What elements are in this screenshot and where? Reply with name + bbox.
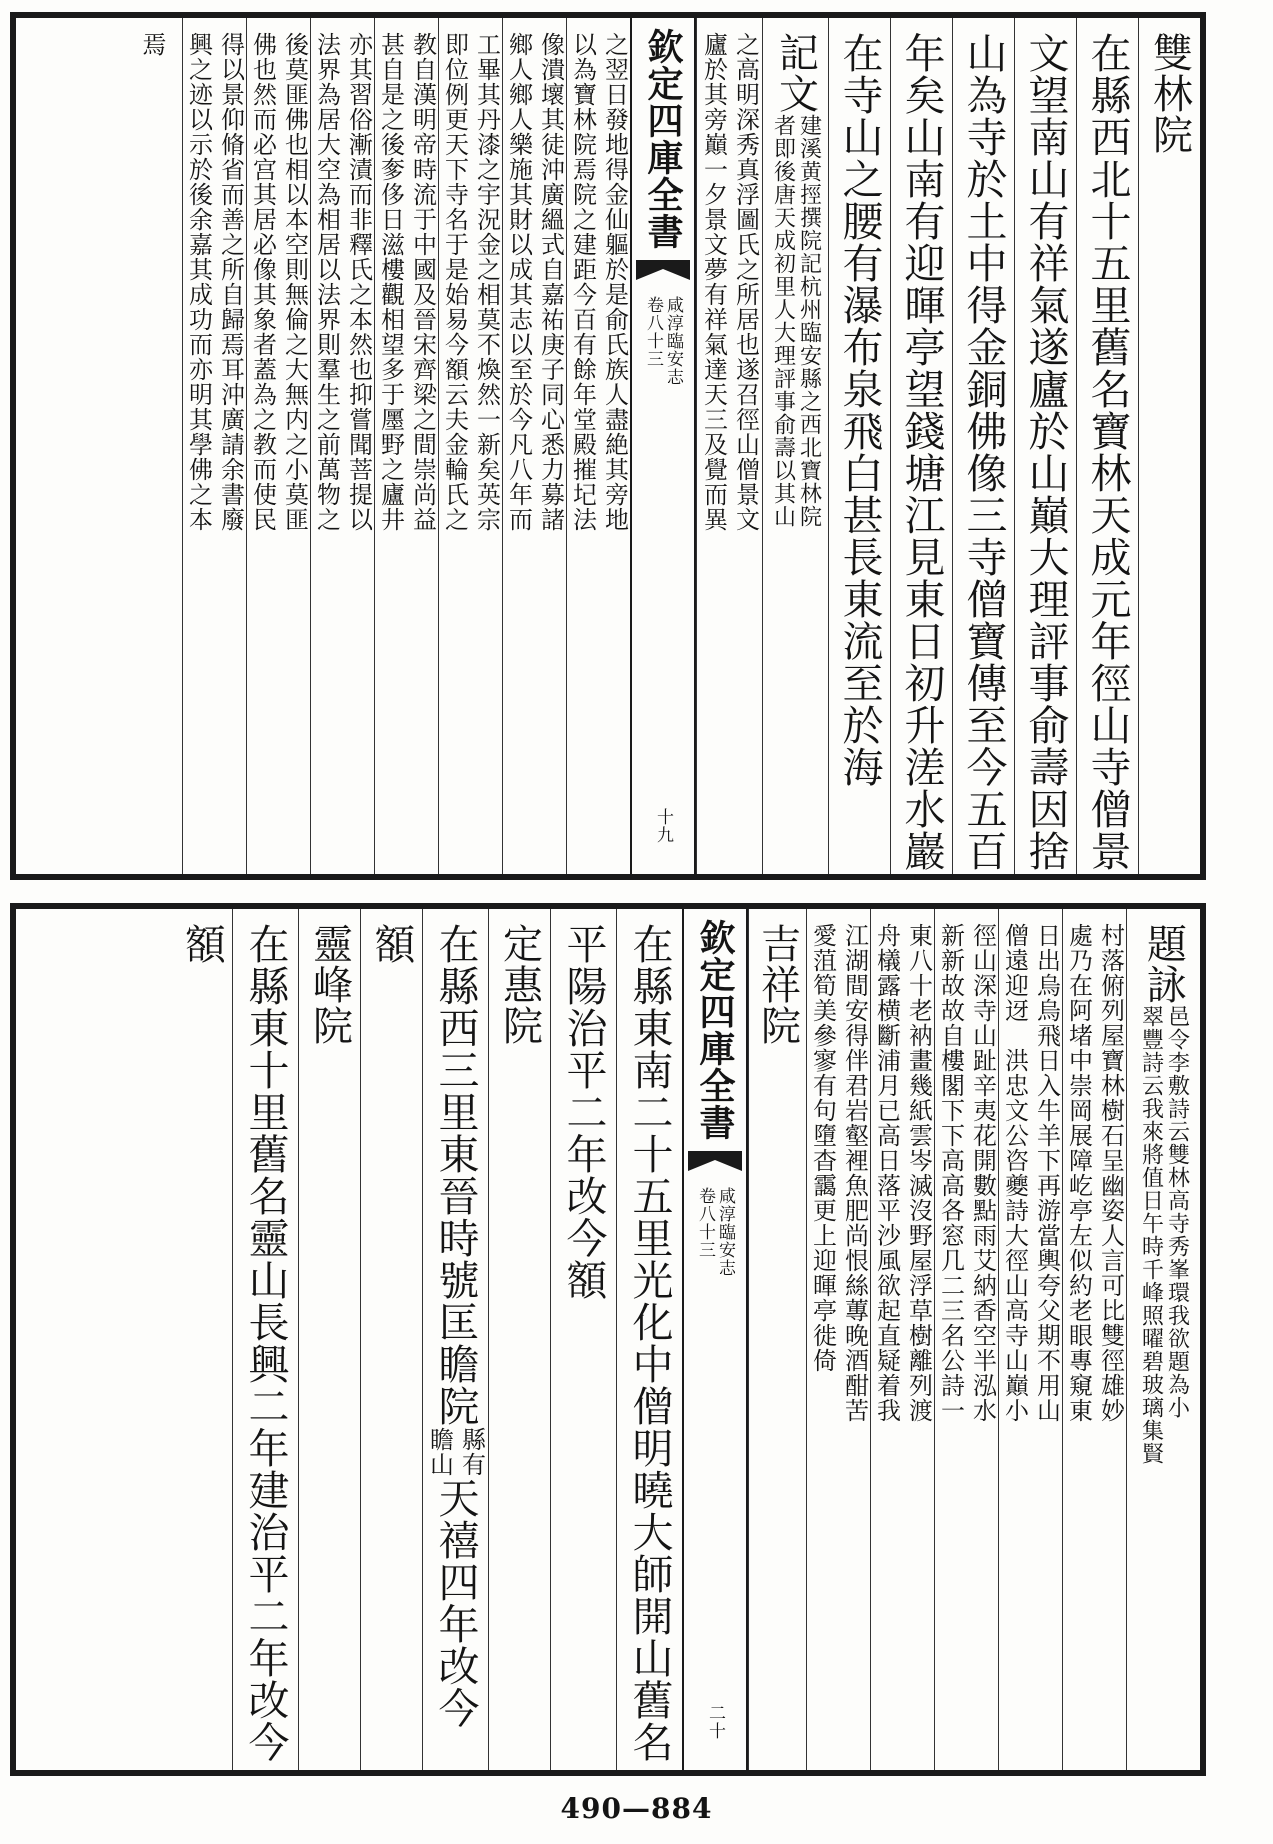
main-text: 平陽治平二年改今額 bbox=[559, 923, 608, 1301]
small-text: 後莫匪佛也相以本空則無倫之大無内之小莫匪 bbox=[280, 32, 309, 532]
fish-tail-mark bbox=[636, 260, 690, 280]
column-main bbox=[952, 18, 1014, 874]
folio-number: 二十 bbox=[705, 1704, 725, 1740]
ji-wen-label: 記文 bbox=[772, 32, 819, 114]
small-text: 興之迹以示於後余嘉其成功而亦明其學佛之本 bbox=[184, 32, 213, 532]
section-heading-jixiang: 吉祥院 bbox=[754, 923, 801, 1046]
page-number: 490—884 bbox=[560, 1792, 713, 1825]
main-text: 在縣西北十五里舊名寶林天成元年徑山寺僧景 bbox=[1083, 32, 1132, 872]
main-text: 山為寺於土中得金銅佛像三寺僧寶傳至今五百 bbox=[959, 32, 1008, 872]
main-text: 在縣東南二十五里光化中僧明曉大師開山舊名 bbox=[625, 923, 674, 1763]
small-text: 佛也然而必宫其居必像其象者蓋為之教而使民 bbox=[248, 32, 277, 532]
column-heading bbox=[1138, 18, 1200, 874]
small-text: 焉 bbox=[138, 32, 166, 57]
book-title: 咸淳臨安志 bbox=[715, 1187, 735, 1277]
folio-number: 十九 bbox=[653, 808, 673, 844]
column-small bbox=[122, 18, 182, 874]
note-text: 者即後唐天成初里人大理評事俞壽以其山 bbox=[770, 114, 796, 528]
poem-text: 邑令李敷詩云雙林高寺秀峯環我欲題為小 bbox=[1164, 1005, 1190, 1419]
small-text: 得以景仰脩省而善之所自歸焉耳沖廣請余書廢 bbox=[216, 32, 245, 532]
fish-tail-mark bbox=[688, 1151, 742, 1171]
collection-title: 欽定四庫全書 bbox=[694, 919, 736, 1141]
column-main bbox=[360, 909, 422, 1770]
main-text: 額 bbox=[367, 923, 416, 965]
column-small bbox=[806, 909, 870, 1770]
poem-text: 新新故故自樓閣下下高高各窓几二三名公詩一 bbox=[936, 923, 965, 1423]
column-small bbox=[310, 18, 374, 874]
column-main bbox=[1014, 18, 1076, 874]
bottom-page-frame bbox=[10, 903, 1206, 1776]
section-heading-dinghui: 定惠院 bbox=[496, 923, 543, 1046]
column-main bbox=[828, 18, 890, 874]
inline-note bbox=[424, 1427, 488, 1477]
small-text: 之高明深秀真浮圖氏之所居也遂召徑山僧景文 bbox=[731, 32, 760, 532]
poem-text: 愛菹筍美參寥有句墮杳靄更上迎暉亭徙倚 bbox=[808, 923, 837, 1373]
small-text: 工畢其丹漆之宇況金之相莫不煥然一新矣英宗 bbox=[472, 32, 501, 532]
small-text: 教自漢明帝時流于中國及晉宋齊梁之間崇尚益 bbox=[408, 32, 437, 532]
poem-text: 日出烏烏飛日入牛羊下再游當輿夸父期不用山 bbox=[1032, 923, 1061, 1423]
note-text: 瞻山 bbox=[425, 1427, 454, 1477]
poem-text: 徑山深寺山趾辛夷花開數點雨艾納香空半泓水 bbox=[968, 923, 997, 1423]
main-text: 在寺山之腰有瀑布泉飛白甚長東流至於海 bbox=[835, 32, 884, 788]
column-small bbox=[696, 18, 762, 874]
volume-number: 卷八十三 bbox=[643, 296, 663, 368]
center-strip bbox=[682, 909, 748, 1770]
poem-text: 村落俯列屋寶林樹石呈幽姿人言可比雙徑雄妙 bbox=[1096, 923, 1125, 1423]
small-text: 甚自是之後奓侈日滋樓觀相望多于㕓野之廬井 bbox=[376, 32, 405, 532]
column-main bbox=[232, 909, 298, 1770]
column-small bbox=[934, 909, 998, 1770]
column-ji-wen bbox=[762, 18, 828, 874]
small-text: 法界為居大空為相居以法界則羣生之前萬物之 bbox=[312, 32, 341, 532]
column-small bbox=[998, 909, 1062, 1770]
center-strip bbox=[630, 18, 696, 874]
main-text: 在縣東十里舊名靈山長興二年建治平二年改今 bbox=[241, 923, 290, 1763]
column-small bbox=[374, 18, 438, 874]
column-small bbox=[1062, 909, 1126, 1770]
book-title: 咸淳臨安志 bbox=[663, 296, 683, 386]
poem-note bbox=[1138, 1005, 1190, 1465]
book-volume bbox=[695, 1187, 735, 1277]
poem-text: 東八十老衲畫幾紙雲岑滅沒野屋浮草樹離列渡 bbox=[904, 923, 933, 1423]
column-heading bbox=[488, 909, 550, 1770]
collection-title: 欽定四庫全書 bbox=[642, 28, 684, 250]
column-small bbox=[566, 18, 630, 874]
ji-wen-note bbox=[770, 114, 822, 528]
column-small bbox=[502, 18, 566, 874]
small-text: 亦其習俗漸漬而非釋氏之本然也抑嘗聞菩提以 bbox=[344, 32, 373, 532]
column-small bbox=[438, 18, 502, 874]
top-page-frame bbox=[10, 12, 1206, 880]
poem-text: 翠豐詩云我來將值日午時千峰照曜碧玻璃集賢 bbox=[1138, 1005, 1164, 1465]
column-main bbox=[890, 18, 952, 874]
column-heading bbox=[748, 909, 806, 1770]
small-text: 像潰壞其徒沖廣縕式自嘉祐庚子同心悉力募諸 bbox=[536, 32, 565, 532]
small-text: 廬於其旁巔一夕景文夢有祥氣達天三及覺而異 bbox=[699, 32, 728, 532]
column-main bbox=[172, 909, 232, 1770]
main-text: 天禧四年改今 bbox=[431, 1477, 480, 1729]
main-text: 年矣山南有迎暉亭望錢塘江見東日初升溠水巖 bbox=[897, 32, 946, 872]
column-ti-yong bbox=[1126, 909, 1200, 1770]
column-small bbox=[246, 18, 310, 874]
section-heading-lingfeng: 靈峰院 bbox=[306, 923, 353, 1046]
column-main bbox=[616, 909, 682, 1770]
main-text: 文望南山有祥氣遂廬於山巔大理評事俞壽因捨 bbox=[1021, 32, 1070, 872]
column-main bbox=[422, 909, 488, 1770]
column-main bbox=[550, 909, 616, 1770]
column-heading bbox=[298, 909, 360, 1770]
column-small bbox=[182, 18, 246, 874]
poem-text: 處乃在阿堵中崇岡展障屹亭左似約老眼專窺東 bbox=[1064, 923, 1093, 1423]
small-text: 鄉人鄉人樂施其財以成其志以至於今凡八年而 bbox=[504, 32, 533, 532]
small-text: 即位例更天下寺名于是始易今額云夫金輪氏之 bbox=[440, 32, 469, 532]
section-heading-shuanglin: 雙林院 bbox=[1146, 32, 1193, 155]
poem-text: 江湖間安得伴君岩壑裡魚肥尚恨絲蓴晚酒酣苦 bbox=[840, 923, 869, 1423]
column-small bbox=[870, 909, 934, 1770]
poem-text: 舟檥露横斷浦月已高日落平沙風欲起直疑着我 bbox=[872, 923, 901, 1423]
poem-text: 僧遠迎迓 洪忠文公咨夔詩大徑山高寺山巔小 bbox=[1000, 923, 1029, 1423]
small-text: 之翌日發地得金仙軀於是俞氏族人盡絶其旁地 bbox=[600, 32, 629, 532]
main-text: 在縣西三里東晉時號匡瞻院 bbox=[431, 923, 480, 1427]
volume-number: 卷八十三 bbox=[695, 1187, 715, 1259]
book-volume bbox=[643, 296, 683, 386]
column-main bbox=[1076, 18, 1138, 874]
note-text: 縣有 bbox=[457, 1427, 486, 1477]
ti-yong-label: 題詠 bbox=[1140, 923, 1187, 1005]
note-text: 建溪黄挳撰院記杭州臨安縣之西北寶林院 bbox=[796, 114, 822, 528]
small-text: 以為寶林院焉院之建距今百有餘年堂殿摧圮法 bbox=[568, 32, 597, 532]
main-text: 額 bbox=[178, 923, 226, 965]
